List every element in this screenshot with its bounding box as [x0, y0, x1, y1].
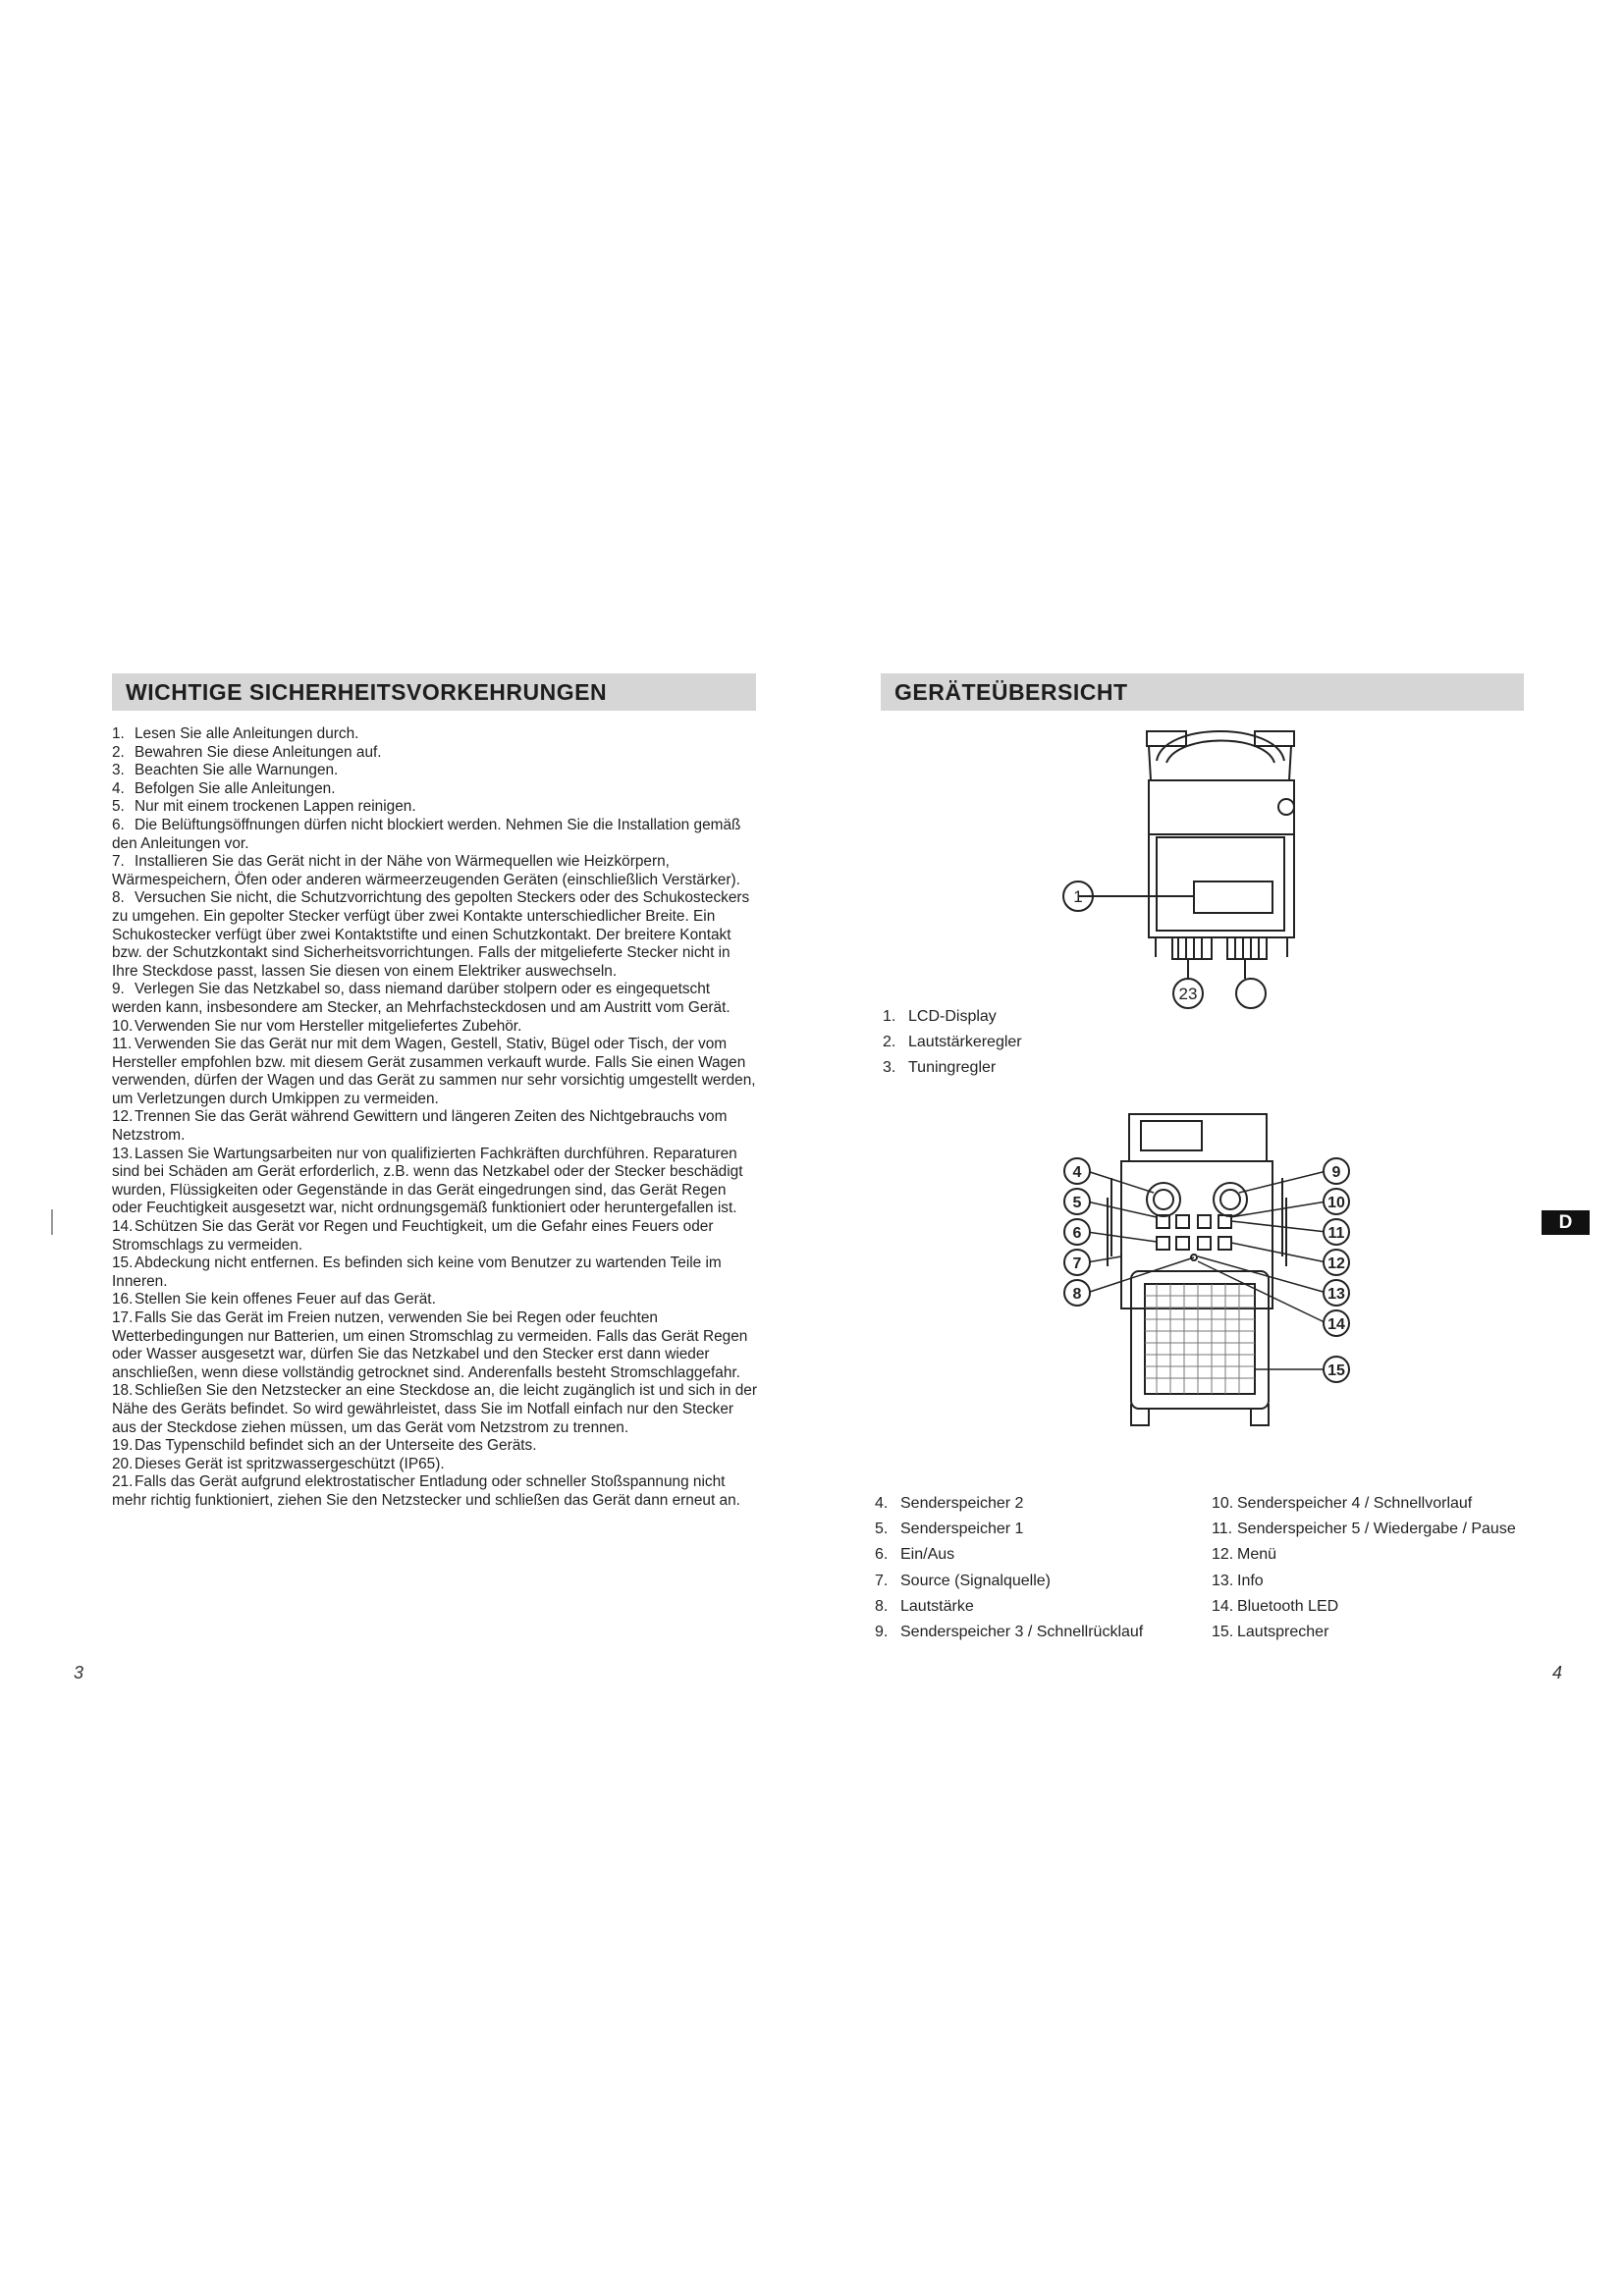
safety-item-number: 12. [112, 1108, 134, 1126]
callout-14: 14 [1327, 1316, 1345, 1333]
legend-top [883, 1004, 1022, 1082]
legend-item-text: Info [1237, 1572, 1264, 1589]
legend-item-number: 3. [883, 1059, 896, 1077]
safety-item-text: Verwenden Sie nur vom Hersteller mitgeliefertes Zubehör. [135, 1017, 522, 1035]
legend-item-text: Ein/Aus [900, 1546, 955, 1564]
legend-item-text: LCD-Display [908, 1008, 997, 1025]
safety-item-number: 1. [112, 725, 125, 742]
legend-item [1212, 1491, 1516, 1517]
legend-item [1212, 1569, 1516, 1594]
safety-item-text: Installieren Sie das Gerät nicht in der Nähe von Wärmequellen wie Heizkörpern, Wärmespeichern, Öfen oder anderen wärmeerzeugenden Geräten (einschließlich Verstärker). [112, 853, 740, 888]
safety-item-text: Abdeckung nicht entfernen. Es befinden sich keine vom Benutzer zu wartenden Teile im Inneren. [112, 1255, 722, 1290]
callout-7: 7 [1072, 1255, 1082, 1272]
safety-item-text: Nur mit einem trockenen Lappen reinigen. [135, 798, 416, 816]
legend-item-number: 7. [875, 1572, 889, 1589]
legend-bottom-left [875, 1491, 1143, 1645]
legend-item-text: Lautsprecher [1237, 1624, 1329, 1641]
legend-item-text: Senderspeicher 4 / Schnellvorlauf [1237, 1495, 1473, 1512]
safety-item-text: Schließen Sie den Netzstecker an eine Steckdose an, die leicht zugänglich ist und sich in der Nähe des Geräts befindet. So wird gewährleistet, dass Sie im Notfall einfach nur den Stecker aus der Steckdose ziehen müssen, um das Gerät vom Netzstrom zu trennen. [112, 1382, 757, 1436]
page-number-left: 3 [74, 1663, 84, 1682]
safety-item [112, 1382, 760, 1437]
legend-item [883, 1030, 1022, 1055]
safety-item-text: Lesen Sie alle Anleitungen durch. [135, 725, 359, 742]
legend-item [883, 1004, 1022, 1030]
safety-item-text: Verwenden Sie das Gerät nur mit dem Wagen, Gestell, Stativ, Bügel oder Tisch, der vom Hersteller empfohlen bzw. mit diesem Gerät zusammen verkauft wurde. Falls Sie einen Wagen verwenden, dürfen der Wagen und das Gerät zu sammen nur sehr vorsichtig umgestellt werden, um Verletzungen durch Umkippen zu vermeiden. [112, 1036, 756, 1107]
legend-item [875, 1542, 1143, 1568]
legend-item [875, 1594, 1143, 1620]
device-full-view-diagram [1060, 1109, 1355, 1448]
callout-6: 6 [1072, 1225, 1082, 1242]
device-top-view-diagram [1041, 721, 1326, 1011]
overview-heading-bar [881, 673, 1524, 711]
legend-item-text: Bluetooth LED [1237, 1597, 1339, 1615]
safety-item-text: Die Belüftungsöffnungen dürfen nicht blockiert werden. Nehmen Sie die Installation gemäß den Anleitungen vor. [112, 816, 741, 852]
safety-item-number: 9. [112, 981, 125, 998]
safety-item-number: 17. [112, 1309, 134, 1326]
callout-9: 9 [1331, 1164, 1341, 1181]
legend-item-number: 5. [875, 1521, 889, 1538]
legend-item [1212, 1517, 1516, 1542]
page-number-right: 4 [1552, 1663, 1563, 1682]
safety-item-text: Trennen Sie das Gerät während Gewittern und längeren Zeiten des Nichtgebrauchs vom Netzstrom. [112, 1108, 728, 1145]
callout-1: 1 [1073, 887, 1083, 906]
language-badge: D [1542, 1210, 1590, 1235]
legend-item-text: Tuningregler [908, 1059, 997, 1077]
safety-item-text: Befolgen Sie alle Anleitungen. [135, 779, 336, 797]
legend-item-text: Source (Signalquelle) [900, 1572, 1051, 1589]
legend-item [1212, 1620, 1516, 1645]
safety-item-number: 21. [112, 1473, 134, 1491]
safety-item-number: 3. [112, 762, 125, 779]
safety-heading-bar [112, 673, 756, 711]
safety-item-number: 4. [112, 779, 125, 797]
legend-item-number: 15. [1212, 1624, 1234, 1641]
safety-item-text: Beachten Sie alle Warnungen. [135, 762, 339, 779]
safety-item-number: 14. [112, 1218, 134, 1236]
callout-5: 5 [1072, 1195, 1082, 1211]
safety-item-number: 8. [112, 889, 125, 907]
legend-item-text: Lautstärke [900, 1597, 974, 1615]
legend-item-number: 1. [883, 1008, 896, 1025]
safety-item-number: 16. [112, 1291, 134, 1308]
safety-item [112, 1291, 760, 1309]
callout-10: 10 [1327, 1195, 1345, 1211]
safety-item-text: Falls das Gerät aufgrund elektrostatischer Entladung oder schneller Stoßspannung nicht mehr richtig funktioniert, ziehen Sie den Netzstecker und schließen das Gerät dann erneut an. [112, 1473, 740, 1509]
legend-item-number: 2. [883, 1034, 896, 1051]
legend-item-number: 11. [1212, 1521, 1233, 1538]
legend-item-number: 14. [1212, 1597, 1234, 1615]
legend-bottom-right [1212, 1491, 1516, 1645]
legend-item-text: Senderspeicher 3 / Schnellrücklauf [900, 1624, 1144, 1641]
safety-item-text: Falls Sie das Gerät im Freien nutzen, verwenden Sie bei Regen oder feuchten Wetterbedingungen nur Batterien, um einen Stromschlag zu vermeiden. Falls das Gerät Regen oder Wasser ausgesetzt war, dürfen Sie das Netzkabel und den Stecker erst dann wieder anschließen, wenn diese vollständig getrocknet sind. Anderenfalls besteht Stromschlaggefahr. [112, 1309, 748, 1381]
callout-12: 12 [1327, 1255, 1345, 1272]
safety-instructions-list [112, 725, 760, 1511]
safety-item [112, 1146, 760, 1218]
safety-item [112, 1108, 760, 1145]
safety-item-text: Schützen Sie das Gerät vor Regen und Feuchtigkeit, um die Gefahr eines Feuers oder Stromschlags zu vermeiden. [112, 1218, 714, 1254]
safety-item-text: Das Typenschild befindet sich an der Unterseite des Geräts. [135, 1437, 537, 1455]
legend-item [875, 1620, 1143, 1645]
legend-item [875, 1517, 1143, 1542]
safety-item-number: 10. [112, 1017, 134, 1035]
safety-item [112, 1255, 760, 1291]
legend-item [875, 1569, 1143, 1594]
safety-item [112, 1036, 760, 1108]
safety-item-number: 7. [112, 853, 125, 871]
callout-11: 11 [1327, 1225, 1345, 1242]
safety-item [112, 1018, 760, 1037]
safety-item [112, 1218, 760, 1255]
legend-item-number: 4. [875, 1495, 889, 1512]
margin-mark [51, 1209, 53, 1235]
safety-item-text: Bewahren Sie diese Anleitungen auf. [135, 743, 382, 761]
safety-item-number: 20. [112, 1455, 134, 1472]
safety-item-text: Versuchen Sie nicht, die Schutzvorrichtung des gepolten Steckers oder des Schukosteckers zu umgehen. Ein gepolter Stecker verfügt über zwei Kontakte unterschiedlicher Breite. Ein Schukostecker verfügt über zwei Kontaktstifte und einen Schutzkontakt. Der breitere Kontakt bzw. der Schutzkontakt sind Sicherheitsvorrichtungen. Falls der mitgelieferte Stecker nicht in Ihre Steckdose passt, lassen Sie diesen von einem Elektriker auswechseln. [112, 889, 750, 980]
callout-8: 8 [1072, 1286, 1082, 1303]
safety-item-number: 13. [112, 1145, 134, 1162]
legend-item [1212, 1542, 1516, 1568]
safety-item-number: 11. [112, 1036, 133, 1053]
callout-4: 4 [1072, 1164, 1082, 1181]
safety-item [112, 1309, 760, 1382]
legend-item [883, 1055, 1022, 1081]
legend-item-number: 9. [875, 1624, 889, 1641]
overview-heading: GERÄTEÜBERSICHT [894, 679, 1128, 705]
safety-item [112, 780, 760, 799]
legend-item-number: 10. [1212, 1495, 1234, 1512]
safety-item [112, 1456, 760, 1474]
legend-item-text: Senderspeicher 1 [900, 1521, 1024, 1538]
safety-item-number: 15. [112, 1255, 134, 1272]
safety-item [112, 889, 760, 981]
safety-item [112, 1437, 760, 1456]
legend-item [875, 1491, 1143, 1517]
legend-item-text: Senderspeicher 2 [900, 1495, 1024, 1512]
legend-item [1212, 1594, 1516, 1620]
callout-23: 23 [1178, 985, 1198, 1003]
legend-item-text: Lautstärkeregler [908, 1034, 1022, 1051]
safety-item-text: Stellen Sie kein offenes Feuer auf das Gerät. [135, 1291, 436, 1308]
safety-heading: WICHTIGE SICHERHEITSVORKEHRUNGEN [126, 679, 608, 705]
safety-item [112, 1473, 760, 1510]
safety-item [112, 725, 760, 744]
legend-item-number: 8. [875, 1597, 889, 1615]
callout-13: 13 [1327, 1286, 1345, 1303]
safety-item [112, 853, 760, 889]
safety-item-number: 6. [112, 816, 125, 833]
safety-item [112, 817, 760, 853]
safety-item-number: 19. [112, 1437, 134, 1455]
safety-item [112, 981, 760, 1017]
safety-item [112, 744, 760, 763]
legend-item-text: Senderspeicher 5 / Wiedergabe / Pause [1237, 1521, 1516, 1538]
safety-item-text: Lassen Sie Wartungsarbeiten nur von qualifizierten Fachkräften durchführen. Reparaturen sind bei Schäden am Gerät erforderlich, z.B. wenn das Netzkabel oder der Stecker beschädigt wurden, Flüssigkeiten oder Gegenstände in das Gerät eingedrungen sind, das Gerät Regen oder Feuchtigkeit ausgesetzt war, nicht ordnungsgemäß funktioniert oder heruntergefallen ist. [112, 1145, 743, 1217]
callout-15: 15 [1327, 1362, 1345, 1379]
legend-item-text: Menü [1237, 1546, 1277, 1564]
safety-item-text: Dieses Gerät ist spritzwassergeschützt (IP65). [135, 1455, 445, 1472]
safety-item-text: Verlegen Sie das Netzkabel so, dass niemand darüber stolpern oder es eingequetscht werden kann, insbesondere am Stecker, an Mehrfachsteckdosen und am Austritt vom Gerät. [112, 981, 731, 1016]
safety-item [112, 762, 760, 780]
legend-item-number: 12. [1212, 1546, 1234, 1564]
safety-item-number: 18. [112, 1382, 134, 1400]
legend-item-number: 6. [875, 1546, 889, 1564]
safety-item-number: 5. [112, 798, 125, 816]
legend-item-number: 13. [1212, 1572, 1234, 1589]
safety-item-number: 2. [112, 743, 125, 761]
safety-item [112, 798, 760, 817]
